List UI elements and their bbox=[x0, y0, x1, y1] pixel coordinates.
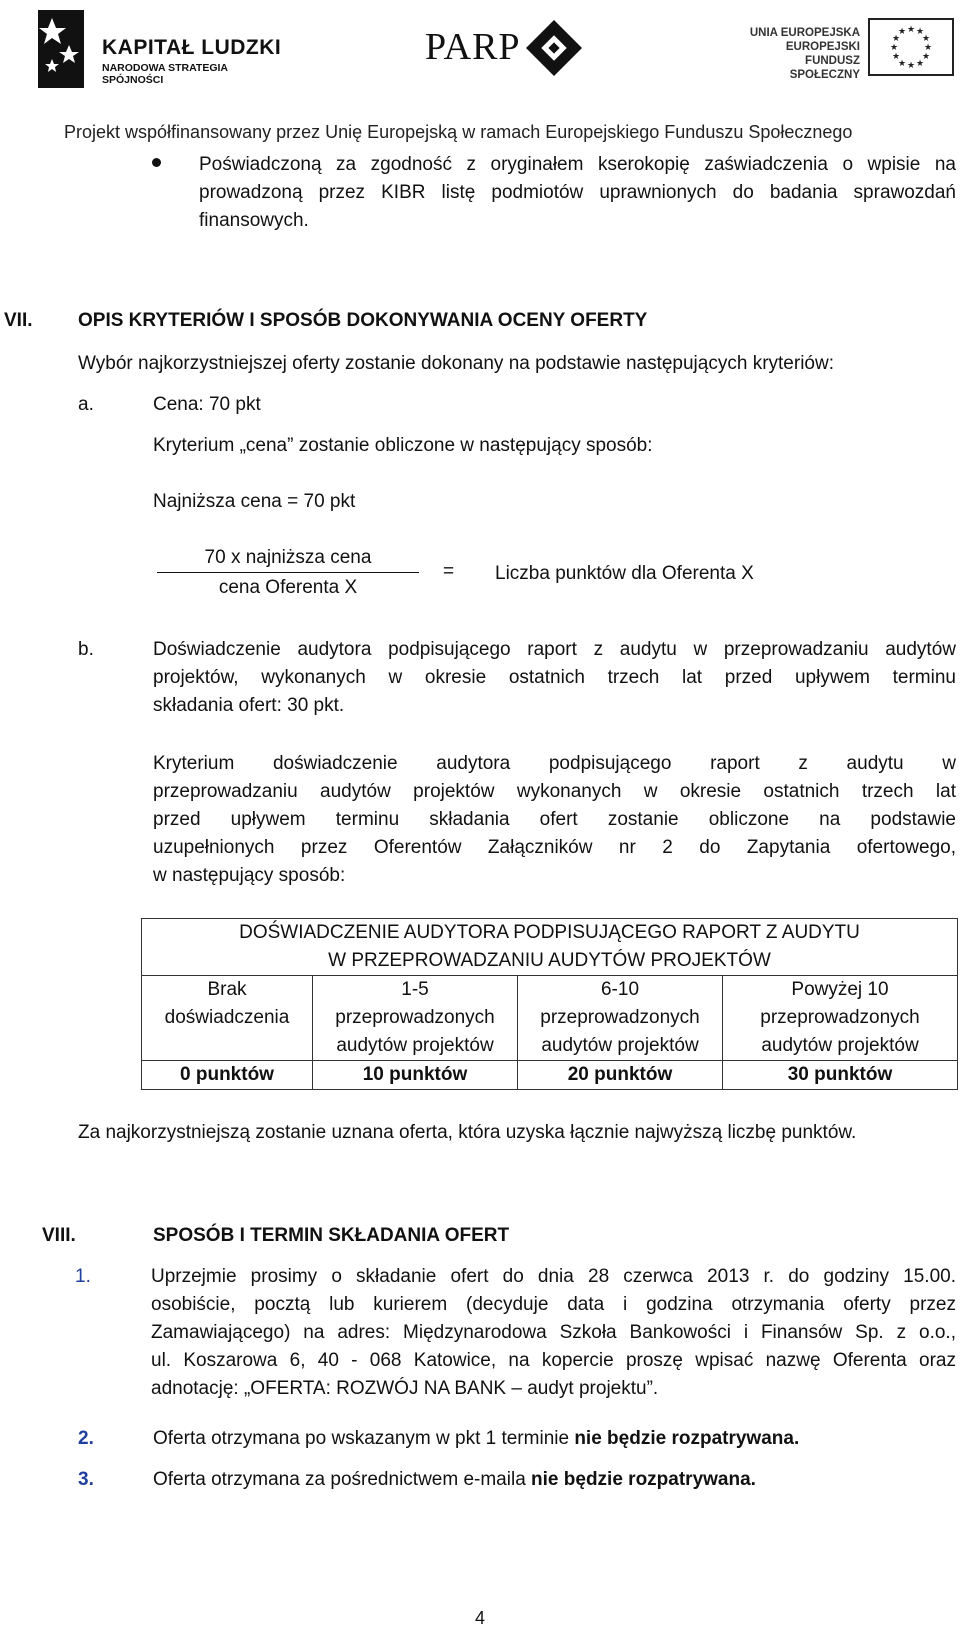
criterion-b-p2-line-2: przeprowadzaniu audytów projektów wykonanych w okresie ostatnich trzech lat bbox=[153, 781, 956, 802]
section8-number: VIII. bbox=[42, 1225, 76, 1246]
table-cell-line: doświadczenia bbox=[164, 1007, 290, 1028]
kapital-ludzki-subtitle: NARODOWA STRATEGIA SPÓJNOŚCI bbox=[102, 62, 228, 86]
kapital-ludzki-title: KAPITAŁ LUDZKI bbox=[102, 36, 282, 59]
table-cell-line: przeprowadzonych bbox=[335, 1007, 495, 1028]
item1-line-1: Uprzejmie prosimy o składanie ofert do dnia 28 czerwca 2013 r. do godziny 15.00. bbox=[151, 1266, 956, 1287]
table-points-cell: 0 punktów bbox=[142, 1061, 313, 1090]
formula-result: Liczba punktów dla Oferenta X bbox=[495, 563, 754, 584]
ue-logo bbox=[740, 18, 958, 80]
table-header-row bbox=[142, 919, 958, 976]
item2-bold: nie będzie rozpatrywana. bbox=[574, 1428, 800, 1449]
table-cell-line: Powyżej 10 bbox=[791, 979, 889, 1000]
svg-text:★: ★ bbox=[921, 34, 931, 44]
ue-text bbox=[740, 26, 860, 82]
bullet-line-3: finansowych. bbox=[199, 210, 309, 231]
criterion-a-marker: a. bbox=[78, 394, 94, 415]
criterion-a-lowest: Najniższa cena = 70 pkt bbox=[153, 491, 356, 512]
svg-text:★: ★ bbox=[915, 27, 925, 37]
table-cell-line bbox=[144, 1032, 310, 1060]
svg-text:★: ★ bbox=[897, 59, 907, 69]
criterion-b-line-2: projektów, wykonanych w okresie ostatnich trzech lat przed upływem terminu bbox=[153, 667, 956, 688]
section8-title: SPOSÓB I TERMIN SKŁADANIA OFERT bbox=[153, 1225, 510, 1246]
item3-text-wrap bbox=[153, 1466, 756, 1494]
item2-marker: 2. bbox=[78, 1428, 94, 1449]
criterion-a-desc: Kryterium „cena” zostanie obliczone w następujący sposób: bbox=[153, 435, 653, 456]
item1-line-4: ul. Koszarowa 6, 40 - 068 Katowice, na kopercie proszę wpisać nazwę Oferenta oraz bbox=[151, 1350, 956, 1371]
bullet-line-2: prowadzoną przez KIBR listę podmiotów uprawnionych do badania sprawozdań bbox=[199, 182, 956, 203]
table-cell-line: Brak bbox=[207, 979, 247, 1000]
criterion-b-p2-line-4: uzupełnionych przez Oferentów Załączników nr 2 do Zapytania ofertowego, bbox=[153, 837, 956, 858]
svg-text:★: ★ bbox=[923, 43, 933, 53]
criterion-b-p2-line-3: przed upływem terminu składania ofert zostanie obliczone na podstawie bbox=[153, 809, 956, 830]
eu-flag bbox=[868, 18, 954, 76]
table-points-cell: 30 punktów bbox=[723, 1061, 958, 1090]
item3-bold: nie będzie rozpatrywana. bbox=[531, 1469, 756, 1490]
item1-line-3: Zamawiającego) na adres: Międzynarodowa Szkoła Bankowości i Finansów Sp. z o.o., bbox=[151, 1322, 956, 1343]
parp-title: PARP bbox=[425, 26, 521, 68]
criterion-b-line-1: Doświadczenie audytora podpisującego raport z audytu w przeprowadzaniu audytów bbox=[153, 639, 956, 660]
table-cell bbox=[518, 976, 723, 1061]
table-cell-line: audytów projektów bbox=[541, 1035, 699, 1056]
table-cell bbox=[313, 976, 518, 1061]
svg-text:★: ★ bbox=[891, 52, 901, 62]
bullet-icon bbox=[152, 158, 161, 167]
svg-text:★: ★ bbox=[906, 25, 916, 35]
criterion-b-marker: b. bbox=[78, 639, 94, 660]
parp-logo bbox=[425, 15, 595, 81]
table-points-row bbox=[142, 1061, 958, 1090]
table-header-cell bbox=[142, 919, 958, 976]
formula-numerator: 70 x najniższa cena bbox=[204, 547, 372, 568]
formula-equals: = bbox=[443, 561, 455, 582]
ue-line1: UNIA EUROPEJSKA bbox=[749, 27, 860, 39]
table-cell-line: audytów projektów bbox=[336, 1035, 494, 1056]
table-cell-line: 1-5 bbox=[401, 979, 429, 1000]
criterion-b-p2-line-1: Kryterium doświadczenie audytora podpisującego raport z audytu w bbox=[153, 753, 956, 774]
ue-line2: EUROPEJSKI bbox=[785, 41, 860, 53]
section7-number: VII. bbox=[4, 310, 33, 331]
svg-text:★: ★ bbox=[906, 61, 916, 71]
svg-text:★: ★ bbox=[889, 43, 899, 53]
section7-summary: Za najkorzystniejszą zostanie uznana oferta, która uzyska łącznie najwyższą liczbę punktów. bbox=[78, 1122, 857, 1143]
svg-text:★: ★ bbox=[891, 34, 901, 44]
table-cell bbox=[142, 976, 313, 1061]
formula-fraction-line bbox=[157, 572, 419, 573]
item1-line-2: osobiście, pocztą lub kurierem (decyduje data i godzina otrzymania oferty przez bbox=[151, 1294, 956, 1315]
table-cell-line: 6-10 bbox=[600, 979, 640, 1000]
svg-text:★: ★ bbox=[921, 52, 931, 62]
item3-marker: 3. bbox=[78, 1469, 94, 1490]
table-cell-line: przeprowadzonych bbox=[540, 1007, 700, 1028]
criterion-a-label: Cena: 70 pkt bbox=[153, 394, 261, 415]
table-cell bbox=[723, 976, 958, 1061]
parp-diamond-icon bbox=[525, 19, 583, 77]
table-header-line-1: DOŚWIADCZENIE AUDYTORA PODPISUJĄCEGO RAPORT Z AUDYTU bbox=[239, 922, 860, 943]
table-header-line-2: W PRZEPROWADZANIU AUDYTÓW PROJEKTÓW bbox=[328, 950, 771, 971]
eu-stars-icon bbox=[870, 20, 952, 74]
svg-text:★: ★ bbox=[897, 27, 907, 37]
ue-line3: FUNDUSZ SPOŁECZNY bbox=[789, 55, 860, 81]
project-cofinancing-line: Projekt współfinansowany przez Unię Europejską w ramach Europejskiego Funduszu Społecznego bbox=[64, 122, 853, 142]
item1-line-5: adnotację: „OFERTA: ROZWÓJ NA BANK – audyt projektu”. bbox=[151, 1378, 659, 1399]
table-cell-line: przeprowadzonych bbox=[760, 1007, 920, 1028]
section7-intro: Wybór najkorzystniejszej oferty zostanie dokonany na podstawie następujących kryteriów: bbox=[78, 353, 834, 374]
item2-text-wrap bbox=[153, 1425, 799, 1453]
criterion-b-line-3: składania ofert: 30 pkt. bbox=[153, 695, 345, 716]
kapital-ludzki-logo bbox=[36, 6, 286, 92]
table-points-cell: 10 punktów bbox=[313, 1061, 518, 1090]
item1-marker: 1. bbox=[75, 1266, 91, 1287]
table-points-cell: 20 punktów bbox=[518, 1061, 723, 1090]
table-row bbox=[142, 976, 958, 1061]
section7-title: OPIS KRYTERIÓW I SPOSÓB DOKONYWANIA OCENY OFERTY bbox=[78, 310, 648, 331]
experience-points-table bbox=[141, 918, 958, 1090]
page-number: 4 bbox=[474, 1608, 485, 1628]
bullet-line-1: Poświadczoną za zgodność z oryginałem kserokopię zaświadczenia o wpisie na bbox=[199, 154, 956, 175]
formula-denominator: cena Oferenta X bbox=[218, 577, 358, 598]
item2-text: Oferta otrzymana po wskazanym w pkt 1 terminie bbox=[153, 1428, 575, 1449]
item3-text: Oferta otrzymana za pośrednictwem e-maila bbox=[153, 1469, 532, 1490]
svg-text:★: ★ bbox=[915, 59, 925, 69]
criterion-b-p2-line-5: w następujący sposób: bbox=[153, 865, 346, 886]
table-cell-line: audytów projektów bbox=[761, 1035, 919, 1056]
